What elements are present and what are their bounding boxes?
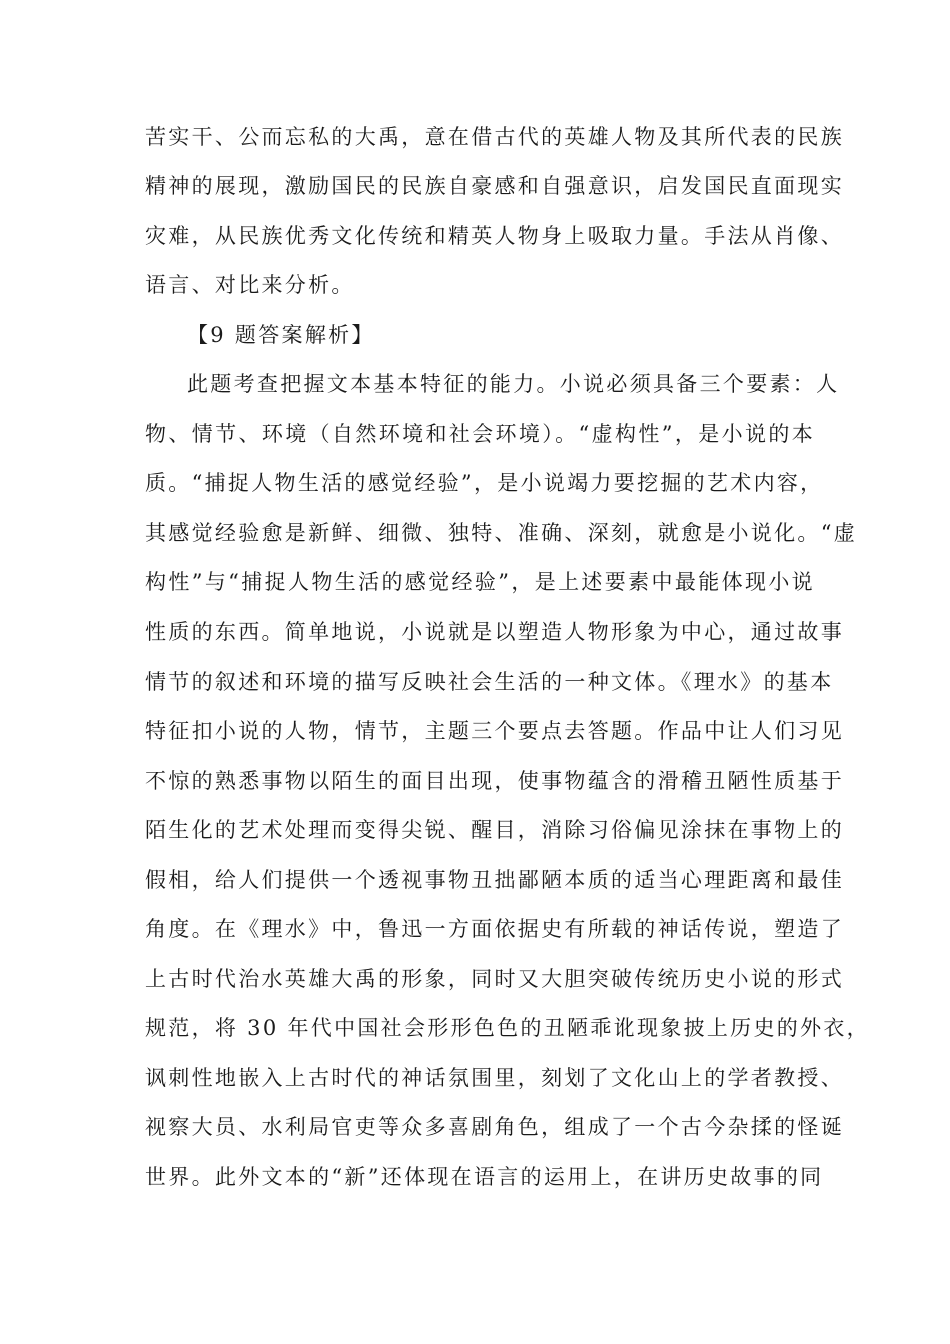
text-line: 讽刺性地嵌入上古时代的神话氛围里，刻划了文化山上的学者教授、 (145, 1066, 844, 1090)
text-line: 其感觉经验愈是新鲜、细微、独特、准确、深刻，就愈是小说化。“虚 (145, 521, 858, 545)
text-line: 特征扣小说的人物，情节，主题三个要点去答题。作品中让人们习见 (145, 719, 844, 743)
text-line: 灾难，从民族优秀文化传统和精英人物身上吸取力量。手法从肖像、 (145, 224, 844, 248)
text-line: 精神的展现，激励国民的民族自豪感和自强意识，启发国民直面现实 (145, 174, 844, 198)
text-line: 语言、对比来分析。 (145, 273, 355, 297)
text-line: 此题考查把握文本基本特征的能力。小说必须具备三个要素：人 (187, 372, 840, 396)
text-line: 规范，将 30 年代中国社会形形色色的丑陋乖讹现象披上历史的外衣， (145, 1016, 870, 1040)
text-line: 假相，给人们提供一个透视事物丑拙鄙陋本质的适当心理距离和最佳 (145, 868, 844, 892)
text-line: 苦实干、公而忘私的大禹，意在借古代的英雄人物及其所代表的民族 (145, 125, 844, 149)
text-line: 性质的东西。简单地说，小说就是以塑造人物形象为中心，通过故事 (145, 620, 844, 644)
text-line: 上古时代治水英雄大禹的形象，同时又大胆突破传统历史小说的形式 (145, 967, 844, 991)
text-line: 不惊的熟悉事物以陌生的面目出现，使事物蕴含的滑稽丑陋性质基于 (145, 769, 844, 793)
section-heading: 【9 题答案解析】 (187, 323, 375, 347)
text-line: 情节的叙述和环境的描写反映社会生活的一种文体。《理水》的基本 (145, 670, 834, 694)
text-line: 构性”与“捕捉人物生活的感觉经验”，是上述要素中最能体现小说 (145, 570, 815, 594)
text-line: 视察大员、水利局官吏等众多喜剧角色，组成了一个古今杂揉的怪诞 (145, 1115, 844, 1139)
text-line: 陌生化的艺术处理而变得尖锐、醒目，消除习俗偏见涂抹在事物上的 (145, 818, 844, 842)
text-line: 角度。在《理水》中，鲁迅一方面依据史有所载的神话传说，塑造了 (145, 917, 844, 941)
text-line: 世界。此外文本的“新”还体现在语言的运用上，在讲历史故事的同 (145, 1165, 824, 1189)
text-line: 质。“捕捉人物生活的感觉经验”，是小说竭力要挖掘的艺术内容， (145, 471, 824, 495)
text-line: 物、情节、环境（自然环境和社会环境）。“虚构性”，是小说的本 (145, 422, 815, 446)
